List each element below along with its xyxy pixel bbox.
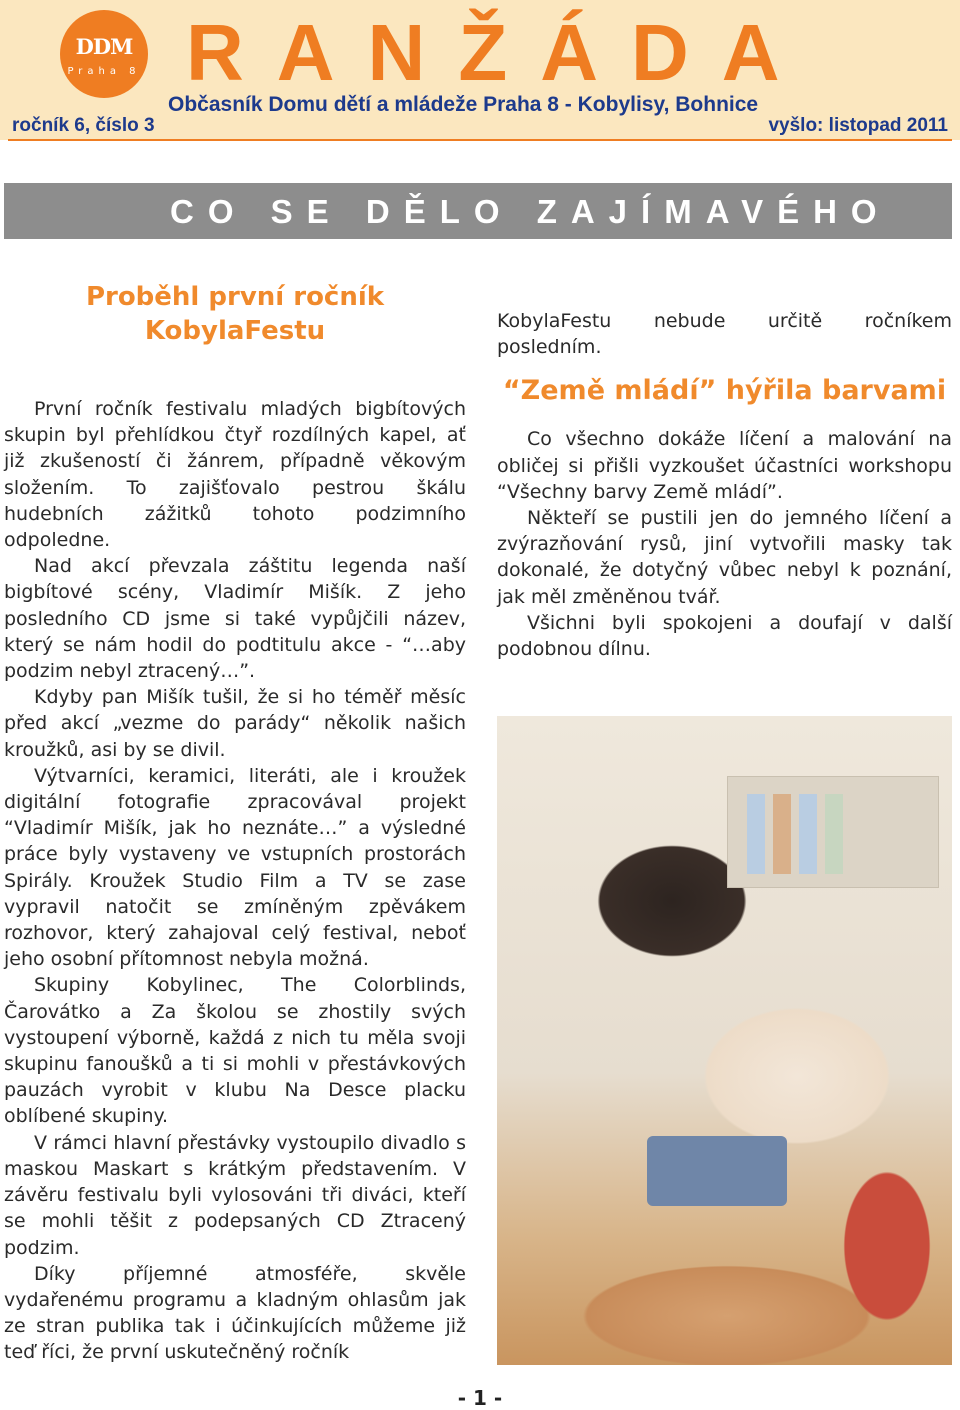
logo-city: Praha 8: [67, 66, 141, 77]
masthead-subtitle: Občasník Domu dětí a mládeže Praha 8 - Kobylisy, Bohnice: [168, 93, 759, 116]
article2-paragraph: Někteří se pustili jen do jemného líčení a zvýrazňování rysů, jiní vytvořili masky tak dokonalé, že dotyčný vůbec nebyl k poznání, jak měl změněnou tvář.: [497, 507, 952, 608]
header-rule: [8, 139, 952, 141]
right-column: [497, 308, 952, 662]
article-continuation: KobylaFestu nebude určitě ročníkem posledním.: [497, 310, 952, 359]
article-paragraph: Díky příjemné atmosféře, skvěle vydařenému programu a kladným ohlasům jak ze stran publika tak i účinkujících můžeme již teď říci, že první uskutečněný ročník: [4, 1262, 466, 1364]
article-title: [4, 280, 466, 348]
article-paragraph: Kdyby pan Mišík tušil, že si ho téměř měsíc před akcí „vezme do parády“ několik našich kroužků, asi by se divil.: [4, 686, 466, 761]
ddm-logo: [60, 10, 148, 98]
article2-title: “Země mládí” hýřila barvami: [502, 375, 947, 407]
masthead-title: RANŽÁDA: [186, 8, 813, 97]
photo-binder: [799, 794, 817, 874]
section-title: CO SE DĚLO ZAJÍMAVÉHO: [170, 193, 891, 230]
article-paragraph: V rámci hlavní přestávky vystoupilo divadlo s maskou Maskart s krátkým představením. V závěru festivalu byli vylosováni tři diváci, kteří se mohli těšit z podepsaných CD Ztracený podzim.: [4, 1131, 466, 1259]
article-paragraph: Skupiny Kobylinec, The Colorblinds, Čarovátko a Za školou se zhostily svých vystoupení výborně, každá z nich tu měla svoji skupinu fanoušků a ti si mohli v přestávkových pauzách vyrobit v klubu Na Desce placku oblíbené skupiny.: [4, 974, 466, 1128]
publish-date: vyšlo: listopad 2011: [768, 115, 948, 136]
photo-binder: [747, 794, 765, 874]
article-title-line1: Proběhl první ročník: [85, 282, 385, 312]
photo-chair: [647, 1136, 787, 1206]
photo-binder: [825, 794, 843, 874]
section-bar: [4, 183, 952, 239]
workshop-photo: [497, 716, 952, 1365]
article-title-line2: KobylaFestu: [144, 316, 326, 346]
article-paragraph: Výtvarníci, keramici, literáti, ale i kroužek digitální fotografie zpracovával projekt “Vladimír Mišík, jak ho neznáte…” a výsledné práce byly vystaveny ve vstupních prostorách Spirály. Kroužek Studio Film a TV se zase vypravil natočit se zmíněným zpěvákem rozhovor, který zahajoval celý festival, neboť jeho osobní přítomnost nebyla možná.: [4, 764, 466, 971]
issue-number: ročník 6, číslo 3: [12, 115, 155, 136]
page-number: - 1 -: [457, 1386, 503, 1410]
logo-mark: DDM: [75, 34, 133, 59]
article-paragraph: Nad akcí převzala záštitu legenda naší bigbítové scény, Vladimír Mišík. Z jeho posledního CD jsme si také vypůjčili název, který se nám hodil do podtitulu akce - “…aby podzim nebyl ztracený…”.: [4, 555, 466, 683]
article2-paragraph: Co všechno dokáže líčení a malování na obličej si přišli vyzkoušet účastníci workshopu “Všechny barvy Země mládí”.: [497, 428, 952, 503]
photo-binder: [773, 794, 791, 874]
article-paragraph: První ročník festivalu mladých bigbítových skupin byl přehlídkou čtyř rozdílných kapel, ať již zkušeností či žánrem, případně věkovým složením. To zajišťovalo pestrou škálu hudebních zážitků tohoto podzimního odpoledne.: [4, 398, 466, 552]
left-column: [4, 280, 466, 1366]
article2-paragraph: Všichni byli spokojeni a doufají v další podobnou dílnu.: [497, 611, 952, 661]
